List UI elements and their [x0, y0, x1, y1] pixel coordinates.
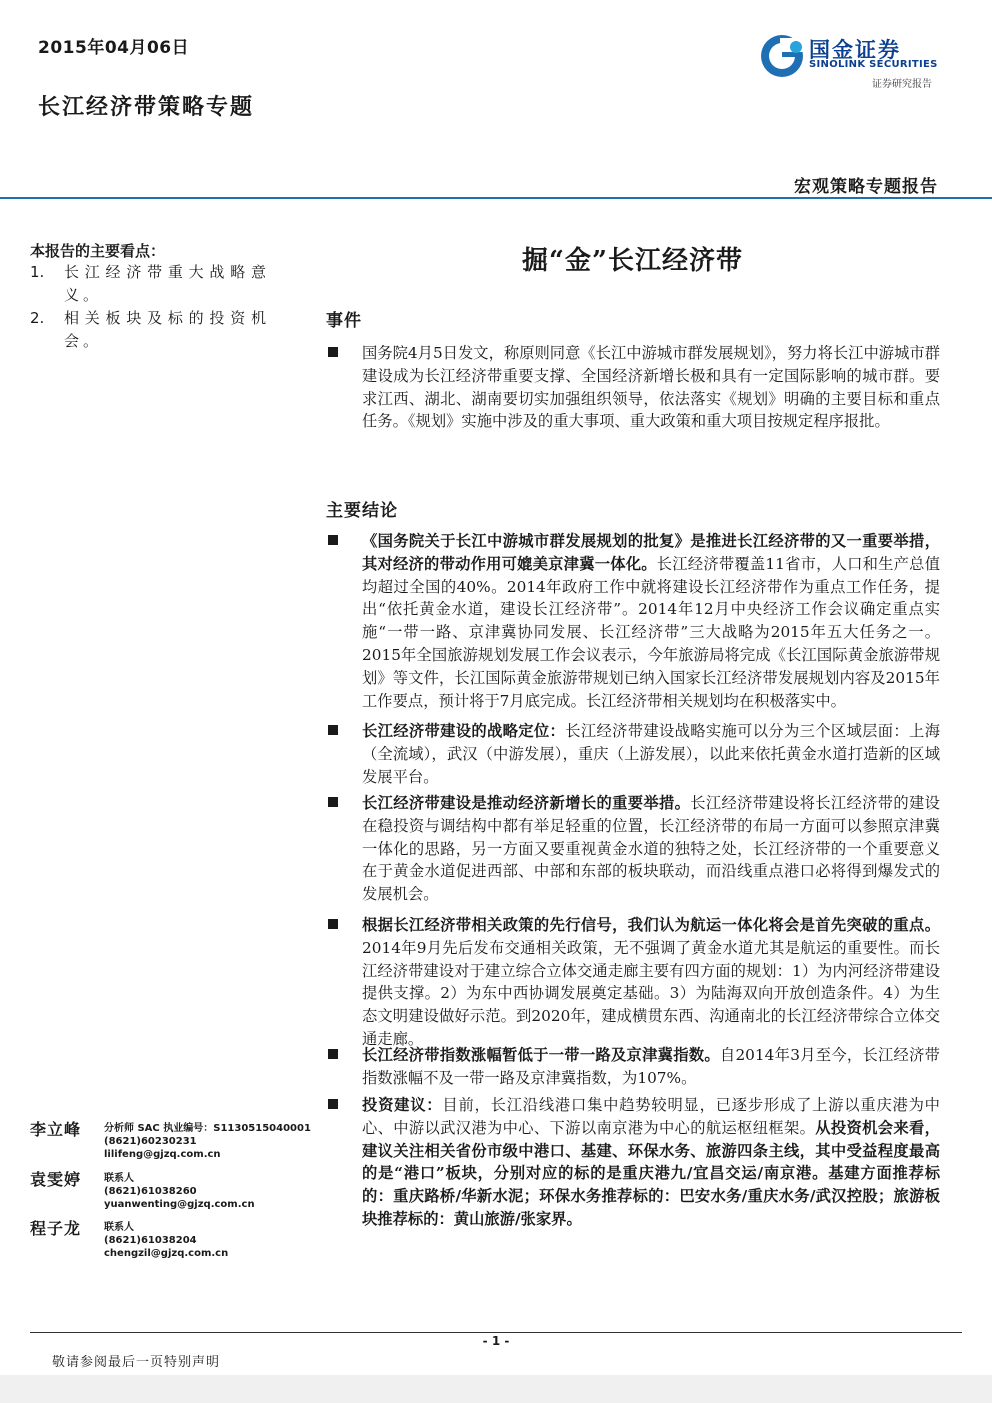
key-point-text: 相关板块及标的投资机会。 — [64, 309, 270, 350]
analyst-title: 联系人 — [104, 1173, 134, 1184]
key-point-text: 长江经济带重大战略意义。 — [64, 263, 270, 304]
bullet-body: 目前，长江沿线港口集中趋势较明显，已逐步形成了上游以重庆港为中心、中游以武汉港为中心、下游以南京港为中心的航运枢纽框架。 — [362, 1096, 940, 1137]
key-point-number: 2. — [30, 309, 45, 327]
disclaimer: 敬请参阅最后一页特别声明 — [52, 1355, 221, 1370]
analyst-info — [104, 1221, 228, 1260]
bullet-body: 长江经济带建设将长江经济带的建设在稳投资与调结构中都有举足轻重的位置，长江经济带的布局一方面可以参照京津冀一体化的思路，另一方面又要重视黄金水道的独特之处，长江经济带的一个重要意义在于黄金水道促进西部、中部和东部的板块联动，而沿线重点港口必将得到爆发式的发展机会。 — [362, 794, 940, 904]
analyst-name: 程子龙 — [30, 1219, 82, 1238]
key-point-item — [30, 261, 270, 307]
analyst-name: 李立峰 — [30, 1120, 82, 1139]
event-section-title: 事件 — [326, 311, 362, 331]
analyst-info — [104, 1172, 255, 1211]
key-points-title: 本报告的主要看点： — [30, 242, 166, 260]
report-type: 宏观策略专题报告 — [794, 177, 938, 197]
bullet-square-icon — [328, 1049, 338, 1059]
bullet-square-icon — [328, 347, 338, 357]
analyst-title: 分析师 SAC 执业编号：S1130515040001 — [104, 1123, 311, 1134]
analyst-phone: (8621)60230231 — [104, 1136, 197, 1147]
conclusion-bullet — [326, 792, 940, 906]
analyst-email[interactable]: chengzil@gjzq.com.cn — [104, 1248, 229, 1259]
footer-divider — [30, 1332, 962, 1333]
bullet-recommendation: 从投资机会来看，建议关注相关省份市级中港口、基建、环保水务、旅游四条主线，其中受益程度最高的是“港口”板块，分别对应的标的是重庆港九/宜昌交运/南京港。基建方面推荐标的：重庆路桥/华新水泥；环保水务推荐标的：巴安水务/重庆水务/武汉控股；旅游板块推荐标的：黄山旅游/张家界。 — [362, 1118, 940, 1228]
bottom-band — [0, 1375, 992, 1403]
header-divider — [0, 197, 992, 199]
analyst-phone: (8621)61038260 — [104, 1186, 197, 1197]
conclusion-bullet — [326, 720, 940, 788]
analyst-name: 袁雯婷 — [30, 1170, 82, 1189]
bullet-body: 长江经济带覆盖11省市，人口和生产总值均超过全国的40%。2014年政府工作中就将建设长江经济带作为重点工作任务，提出“依托黄金水道，建设长江经济带”。2014年12月中央经济工作会议确定重点实施“一带一路、京津冀协同发展、长江经济带”三大战略为2015年五大任务之一。2015年全国旅游规划发展工作会议表示，今年旅游局将完成《长江国际黄金旅游带规划》等文件，长江国际黄金旅游带规划已纳入国家长江经济带发展规划内容及2015年工作要点，预计将于7月底完成。长江经济带相关规划均在积极落实中。 — [362, 554, 940, 710]
conclusion-bullet — [326, 914, 940, 1051]
analyst-phone: (8621)61038204 — [104, 1235, 197, 1246]
bullet-square-icon — [328, 919, 338, 929]
bullet-lead: 长江经济带指数涨幅暂低于一带一路及京津冀指数。 — [362, 1046, 720, 1064]
bullet-square-icon — [328, 1099, 338, 1109]
bullet-lead: 长江经济带建设的战略定位： — [362, 722, 566, 740]
bullet-square-icon — [328, 725, 338, 735]
key-point-item — [30, 307, 270, 353]
bullet-lead: 投资建议： — [362, 1096, 443, 1114]
conclusion-bullet — [326, 530, 940, 712]
analyst-email[interactable]: lilifeng@gjzq.com.cn — [104, 1149, 221, 1160]
bullet-square-icon — [328, 535, 338, 545]
logo-subtitle: 证券研究报告 — [872, 79, 932, 90]
logo-name-en: SINOLINK SECURITIES — [809, 59, 938, 70]
key-point-number: 1. — [30, 263, 45, 281]
conclusion-bullet — [326, 1094, 940, 1231]
page-number: - 1 - — [482, 1334, 510, 1348]
bullet-square-icon — [328, 797, 338, 807]
bullet-body: 长江经济带建设战略实施可以分为三个区域层面：上海（全流域），武汉（中游发展），重庆（上游发展），以此来依托黄金水道打造新的区域发展平台。 — [362, 722, 940, 786]
conclusion-bullet — [326, 1044, 940, 1090]
logo-name-cn: 国金证券 — [809, 38, 901, 62]
bullet-body: 2014年9月先后发布交通相关政策，无不强调了黄金水道尤其是航运的重要性。而长江经济带建设对于建立综合立体交通走廊主要有四方面的规划：1）为内河经济带建设提供支撑。2）为东中西协调发展奠定基础。3）为陆海双向开放创造条件。4）为生态文明建设做好示范。到2020年，建成横贯东西、沟通南北的长江经济带综合立体交通走廊。 — [362, 938, 940, 1048]
bullet-lead: 根据长江经济带相关政策的先行信号，我们认为航运一体化将会是首先突破的重点。 — [362, 916, 940, 934]
conclusion-section-title: 主要结论 — [326, 501, 398, 521]
event-bullet — [326, 342, 940, 433]
report-date: 2015年04月06日 — [38, 38, 190, 58]
event-text: 国务院4月5日发文，称原则同意《长江中游城市群发展规划》，努力将长江中游城市群建设成为长江经济带重要支撑、全国经济新增长极和具有一定国际影响的城市群。要求江西、湖北、湖南要切实加强组织领导，依法落实《规划》明确的主要目标和重点任务。《规划》实施中涉及的重大事项、重大政策和重大项目按规定程序报批。 — [362, 344, 940, 431]
analyst-title: 联系人 — [104, 1222, 134, 1233]
series-title: 长江经济带策略专题 — [38, 94, 255, 120]
analyst-info — [104, 1122, 311, 1161]
bullet-lead: 长江经济带建设是推动经济新增长的重要举措。 — [362, 794, 691, 812]
bullet-body: 自2014年3月至今，长江经济带指数涨幅不及一带一路及京津冀指数，为107%。 — [362, 1046, 940, 1087]
analyst-email[interactable]: yuanwenting@gjzq.com.cn — [104, 1199, 255, 1210]
main-title: 掘“金”长江经济带 — [522, 246, 743, 276]
bullet-lead: 《国务院关于长江中游城市群发展规划的批复》是推进长江经济带的又一重要举措，其对经济的带动作用可媲美京津冀一体化。 — [362, 532, 940, 573]
